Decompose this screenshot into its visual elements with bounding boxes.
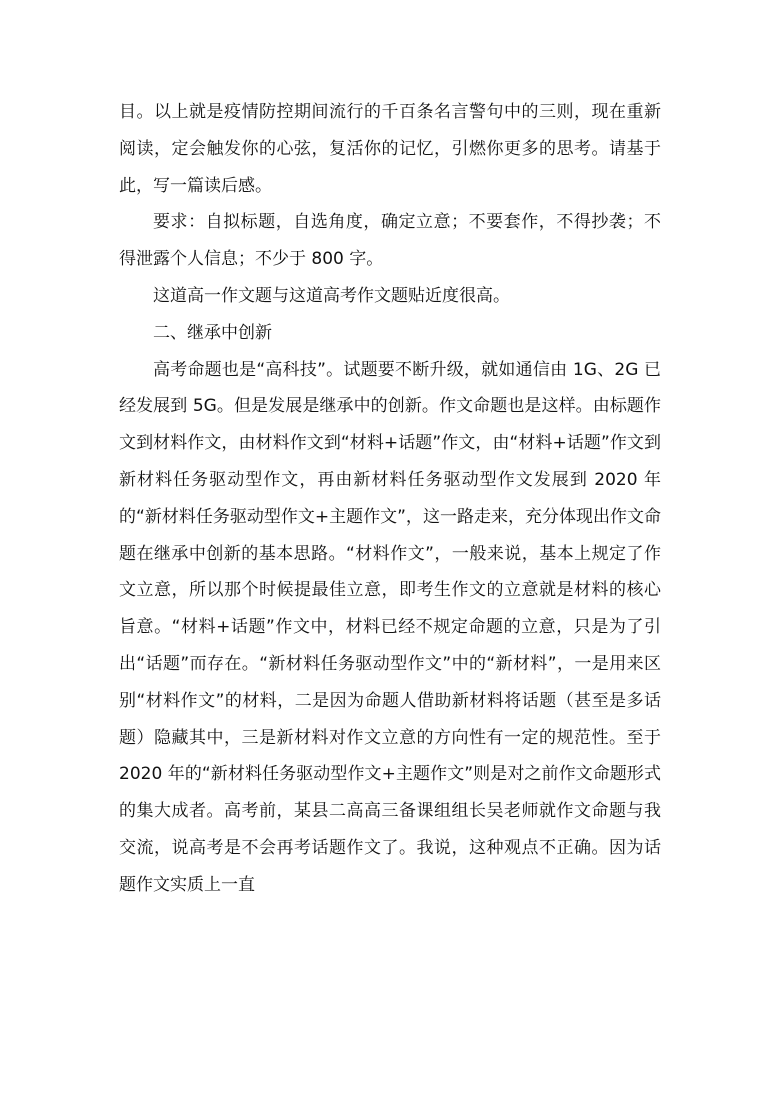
document-body [119,94,661,904]
section-heading: 二、继承中创新 [153,322,272,343]
paragraph-requirements: 要求：自拟标题，自选角度，确定立意；不要套作，不得抄袭；不得泄露个人信息；不少于 800 字。 [119,212,661,270]
paragraph-comparison: 这道高一作文题与这道高考作文题贴近度很高。 [153,285,510,306]
paragraph-main: 高考命题也是“高科技”。试题要不断升级，就如通信由 1G、2G 已经发展到 5G。但是发展是继承中的创新。作文命题也是这样。由标题作文到材料作文，由材料作文到“材料+话题”作文，由“材料+话题”作文到新材料任务驱动型作文，再由新材料任务驱动型作文发展到 2020 年的“新材料任务驱动型作文+主题作文”，这一路走来，充分体现出作文命题在继承中创新的基本思路。“材料作文”，一般来说，基本上规定了作文立意，所以那个时候提最佳立意，即考生作文的立意就是材料的核心旨意。“材料+话题”作文中，材料已经不规定命题的立意，只是为了引出“话题”而存在。“新材料任务驱动型作文”中的“新材料”，一是用来区别“材料作文”的材料，二是因为命题人借助新材料将话题（甚至是多话题）隐藏其中，三是新材料对作文立意的方向性有一定的规范性。至于 2020 年的“新材料任务驱动型作文+主题作文”则是对之前作文命题形式的集大成者。高考前，某县二高高三备课组组长吴老师就作文命题与我交流，说高考是不会再考话题作文了。我说，这种观点不正确。因为话题作文实质上一直 [119,359,661,895]
paragraph-continuation: 目。以上就是疫情防控期间流行的千百条名言警句中的三则，现在重新阅读，定会触发你的心弦，复活你的记忆，引燃你更多的思考。请基于此，写一篇读后感。 [119,102,661,196]
